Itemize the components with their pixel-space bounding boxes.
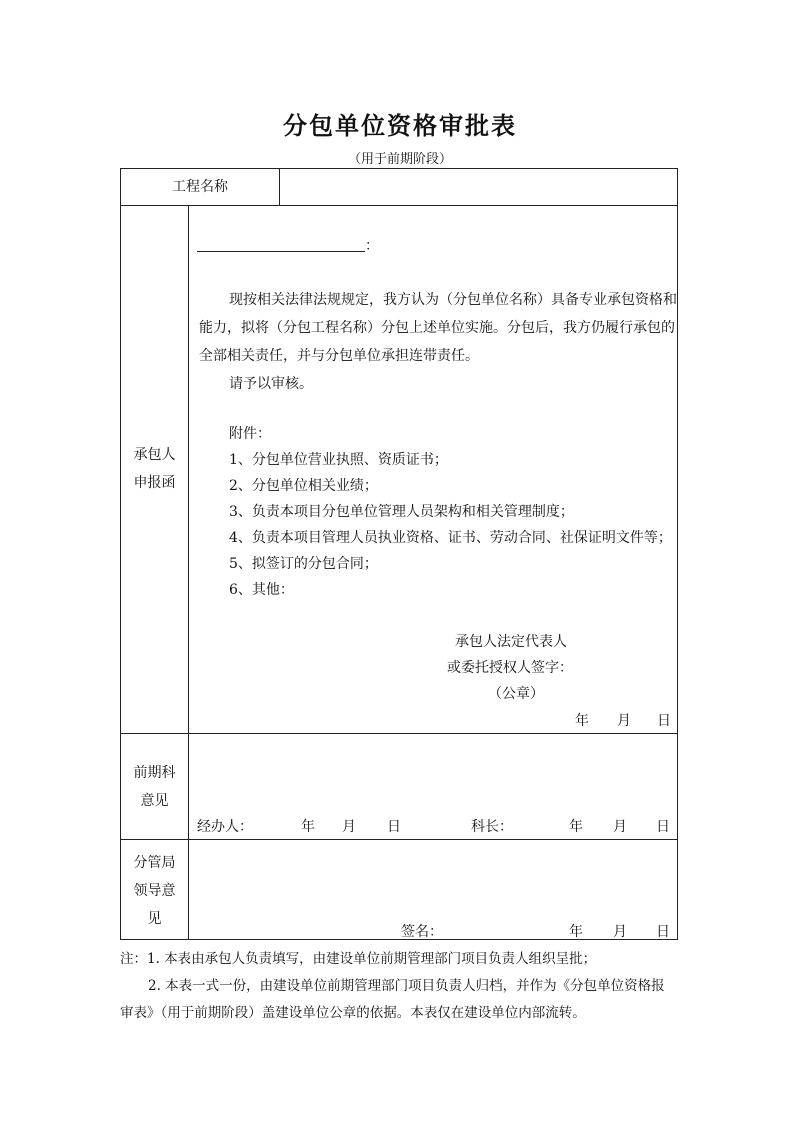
contractor-representative-label: 承包人法定代表人 xyxy=(455,634,567,650)
preliminary-label-line2: 意见 xyxy=(140,793,169,809)
row-divider-project xyxy=(121,205,677,206)
document-title: 分包单位资格审批表 xyxy=(283,112,517,140)
date-year: 年 xyxy=(569,819,583,835)
application-label-line1: 承包人 xyxy=(133,447,176,463)
date-day: 日 xyxy=(657,713,671,729)
row-divider-application xyxy=(121,733,677,734)
attachment-item: 4、负责本项目管理人员执业资格、证书、劳动合同、社保证明文件等； xyxy=(229,530,672,546)
date-day: 日 xyxy=(656,819,670,835)
preliminary-label-line1: 前期科 xyxy=(133,765,176,781)
leader-label-line2: 领导意 xyxy=(133,883,176,899)
note-line: 审表》（用于前期阶段）盖建设单位公章的依据。本表仅在建设单位内部流转。 xyxy=(120,1005,586,1021)
attachment-item: 5、拟签订的分包合同； xyxy=(229,556,378,572)
signature-label: 签名： xyxy=(401,924,443,940)
approval-form-table xyxy=(120,168,678,940)
date-year: 年 xyxy=(301,819,315,835)
attachment-item: 3、负责本项目分包单位管理人员架构和相关管理制度； xyxy=(229,504,574,520)
seal-label: （公章） xyxy=(488,686,544,702)
date-month: 月 xyxy=(613,819,627,835)
date-year: 年 xyxy=(575,713,589,729)
leader-label-line1: 分管局 xyxy=(133,855,176,871)
date-month: 月 xyxy=(613,924,627,940)
application-paragraph-line3: 全部相关责任，并与分包单位承担连带责任。 xyxy=(199,348,479,364)
authorized-signature-label: 或委托授权人签字： xyxy=(447,660,573,676)
leader-label-line3: 见 xyxy=(147,911,162,927)
project-name-field[interactable] xyxy=(287,179,667,199)
leader-opinion-label xyxy=(121,849,188,933)
date-year: 年 xyxy=(569,924,583,940)
col-divider-labels xyxy=(188,205,189,939)
note-line: 注：1. 本表由承包人负责填写，由建设单位前期管理部门项目负责人组织呈批； xyxy=(120,951,597,967)
attachments-heading: 附件： xyxy=(229,426,271,442)
date-day: 日 xyxy=(387,819,401,835)
attachment-item: 1、分包单位营业执照、资质证书； xyxy=(229,452,448,468)
project-name-label: 工程名称 xyxy=(172,179,228,195)
document-subtitle: （用于前期阶段） xyxy=(347,152,452,167)
notes-section xyxy=(120,946,680,1027)
col-divider-project xyxy=(279,169,280,205)
application-label xyxy=(121,441,188,497)
date-month: 月 xyxy=(342,819,356,835)
row-divider-preliminary xyxy=(121,839,677,840)
preliminary-opinion-label xyxy=(121,759,188,815)
attachment-item: 6、其他： xyxy=(229,582,294,598)
date-month: 月 xyxy=(617,713,631,729)
chief-label: 科长： xyxy=(471,819,513,835)
addressee-colon: ： xyxy=(365,238,379,254)
date-day: 日 xyxy=(656,924,670,940)
application-paragraph-line2: 能力，拟将（分包工程名称）分包上述单位实施。分包后，我方仍履行承包的 xyxy=(199,320,675,336)
handler-label: 经办人： xyxy=(197,819,253,835)
application-request: 请予以审核。 xyxy=(229,376,313,392)
application-label-line2: 申报函 xyxy=(133,475,176,491)
addressee-blank[interactable] xyxy=(197,251,365,252)
attachment-item: 2、分包单位相关业绩； xyxy=(229,478,378,494)
application-paragraph-line1: 现按相关法律法规规定，我方认为（分包单位名称）具备专业承包资格和 xyxy=(229,292,677,308)
note-line: 2. 本表一式一份，由建设单位前期管理部门项目负责人归档，并作为《分包单位资格报 xyxy=(148,978,665,994)
